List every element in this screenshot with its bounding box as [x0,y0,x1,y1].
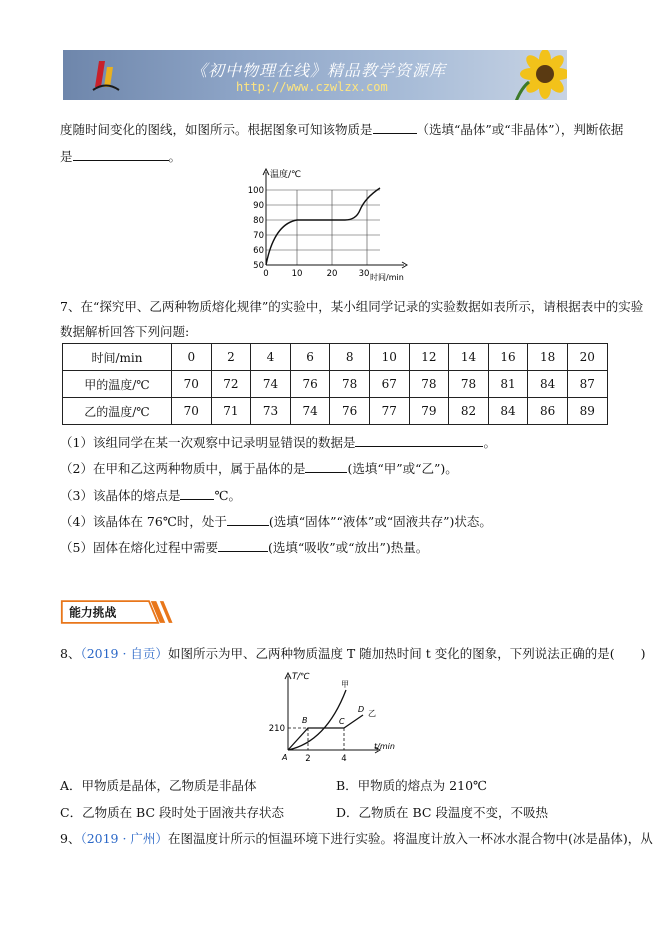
curve-yi-label: 乙 [368,709,376,718]
table-cell: 76 [330,398,370,425]
table-cell: 74 [290,398,330,425]
point-b-label: B [302,716,308,725]
table-cell: 71 [211,398,251,425]
section-banner [60,599,178,625]
q9-text: 在图温度计所示的恒温环境下进行实验。将温度计放入一杯冰水混合物中(冰是晶体)，从 [167,831,653,846]
q7-line2: 数据解析回答下列问题: [60,324,190,339]
graph1-axes [263,169,407,268]
q9-source: （2019 · 广州） [80,831,168,846]
graph2-ytick: 210 [268,724,285,734]
q7-sub4-end: (选填“固体”“液体”或“固液共存”)状态。 [268,514,492,529]
table-cell: 70 [172,398,212,425]
table-cell: 18 [528,344,568,371]
q7-line1: 7、在“探究甲、乙两种物质熔化规律”的实验中，某小组同学记录的实验数据如表所示，请根据表中的实验 [60,299,644,314]
header-banner [63,50,567,100]
q8-text: 如图所示为甲、乙两种物质温度 T 随加热时间 t 变化的图象，下列说法正确的是( [167,646,615,661]
q8-option-b[interactable]: B．甲物质的熔点为 210℃ [336,778,488,793]
graph2-guides [288,728,344,750]
curve-yi [288,715,363,750]
graph1-ylabel: 温度/℃ [270,170,302,180]
table-cell: 甲的温度/℃ [63,371,172,398]
graph1-ytick: 50 [253,261,264,271]
logo-icon [91,57,121,95]
table-cell: 81 [488,371,528,398]
table-cell: 78 [449,371,489,398]
q7-sub2-end: (选填“甲”或“乙”)。 [347,461,458,476]
q7-blank-4[interactable] [227,513,269,526]
table-cell: 77 [369,398,409,425]
q8-line1 [60,644,645,662]
q6-text-d: 。 [168,149,182,164]
table-cell: 时间/min [63,344,172,371]
q7-sub3-text: （3）该晶体的熔点是 [60,488,181,503]
q9-num: 9、 [60,831,81,846]
q8-num: 8、 [60,646,81,661]
table-row [63,344,608,371]
graph1-xtick: 20 [326,269,338,279]
graph2-axes [285,673,380,753]
table-cell: 74 [251,371,291,398]
table-cell: 2 [211,344,251,371]
table-cell: 78 [409,371,449,398]
graph1-xtick: 0 [263,269,269,279]
q7-sub2-text: （2）在甲和乙这两种物质中，属于晶体的是 [60,461,306,476]
table-cell: 84 [488,398,528,425]
q8-paren-close: ) [640,646,646,661]
table-cell: 67 [369,371,409,398]
banner-url: http://www.czwlzx.com [236,80,388,94]
graph1-ytick: 80 [253,216,264,226]
graph1-curve [266,188,380,265]
q7-blank-5[interactable] [218,539,268,552]
q6-text-c: 是 [60,149,73,164]
table-cell: 0 [172,344,212,371]
graph2-xtick: 4 [341,754,347,764]
table-cell: 8 [330,344,370,371]
q7-blank-2[interactable] [305,460,347,473]
q6-line1 [60,120,623,138]
table-cell: 79 [409,398,449,425]
q6-blank-2[interactable] [73,148,169,161]
q7-blank-1[interactable] [355,434,483,447]
point-a-label: A [282,753,288,762]
q7-sub5-end: (选填“吸收”或“放出”)热量。 [267,540,429,555]
graph1-ytick: 100 [247,186,264,196]
section-title: 能力挑战 [69,605,117,620]
graph1-ytick: 60 [253,246,264,256]
q7-sub5-text: （5）固体在熔化过程中需要 [60,540,218,555]
q7-sub3 [60,486,241,504]
table-cell: 76 [290,371,330,398]
sunflower-icon [509,50,567,100]
q7-sub1-end: 。 [483,435,496,450]
graph1-ytick: 90 [253,201,264,211]
q7-sub1-text: （1）该组同学在某一次观察中记录明显错误的数据是 [60,435,356,450]
graph1-xlabel: 时间/min [370,273,404,282]
table-cell: 73 [251,398,291,425]
q7-sub1 [60,433,496,451]
q7-blank-3[interactable] [180,487,214,500]
data-table [62,343,608,425]
curve-jia-label: 甲 [341,680,349,689]
q8-option-a[interactable]: A．甲物质是晶体，乙物质是非晶体 [60,778,257,793]
q7-sub5 [60,538,428,556]
q6-blank-1[interactable] [373,121,417,134]
q6-text-a: 度随时间变化的图线，如图所示。根据图象可知该物质是 [60,122,373,137]
table-cell: 乙的温度/℃ [63,398,172,425]
q7-sub3-end: ℃。 [214,488,241,503]
graph2-xtick: 2 [305,754,311,764]
graph2-ylabel: T/℃ [292,672,310,682]
table-cell: 20 [567,344,607,371]
table-cell: 84 [528,371,568,398]
table-row [63,398,608,425]
table-cell: 12 [409,344,449,371]
temperature-graph-1 [244,166,414,284]
table-cell: 87 [567,371,607,398]
q7-sub2 [60,459,458,477]
q7-sub4 [60,512,492,530]
q9-line1 [60,829,653,847]
table-cell: 16 [488,344,528,371]
graph2-xlabel: t/min [374,742,395,751]
q6-text-b: （选填“晶体”或“非晶体”），判断依据 [416,122,624,137]
table-cell: 86 [528,398,568,425]
table-cell: 78 [330,371,370,398]
graph1-xtick: 30 [358,269,370,279]
table-cell: 89 [567,398,607,425]
table-cell: 4 [251,344,291,371]
graph1-ytick: 70 [253,231,264,241]
table-row [63,371,608,398]
table-cell: 82 [449,398,489,425]
table-cell: 6 [290,344,330,371]
q7-sub4-text: （4）该晶体在 76℃时，处于 [60,514,227,529]
q8-option-d[interactable]: D．乙物质在 BC 段温度不变，不吸热 [336,805,548,820]
q8-option-c[interactable]: C．乙物质在 BC 段时处于固液共存状态 [60,805,284,820]
table-cell: 10 [369,344,409,371]
table-cell: 70 [172,371,212,398]
table-cell: 14 [449,344,489,371]
banner-title: 《初中物理在线》精品教学资源库 [191,61,447,80]
table-cell: 72 [211,371,251,398]
q6-line2 [60,147,181,165]
temperature-graph-2 [268,670,398,766]
point-c-label: C [339,717,345,726]
point-d-label: D [358,705,365,714]
q8-source: （2019 · 自贡） [80,646,168,661]
graph1-xtick: 10 [291,269,303,279]
